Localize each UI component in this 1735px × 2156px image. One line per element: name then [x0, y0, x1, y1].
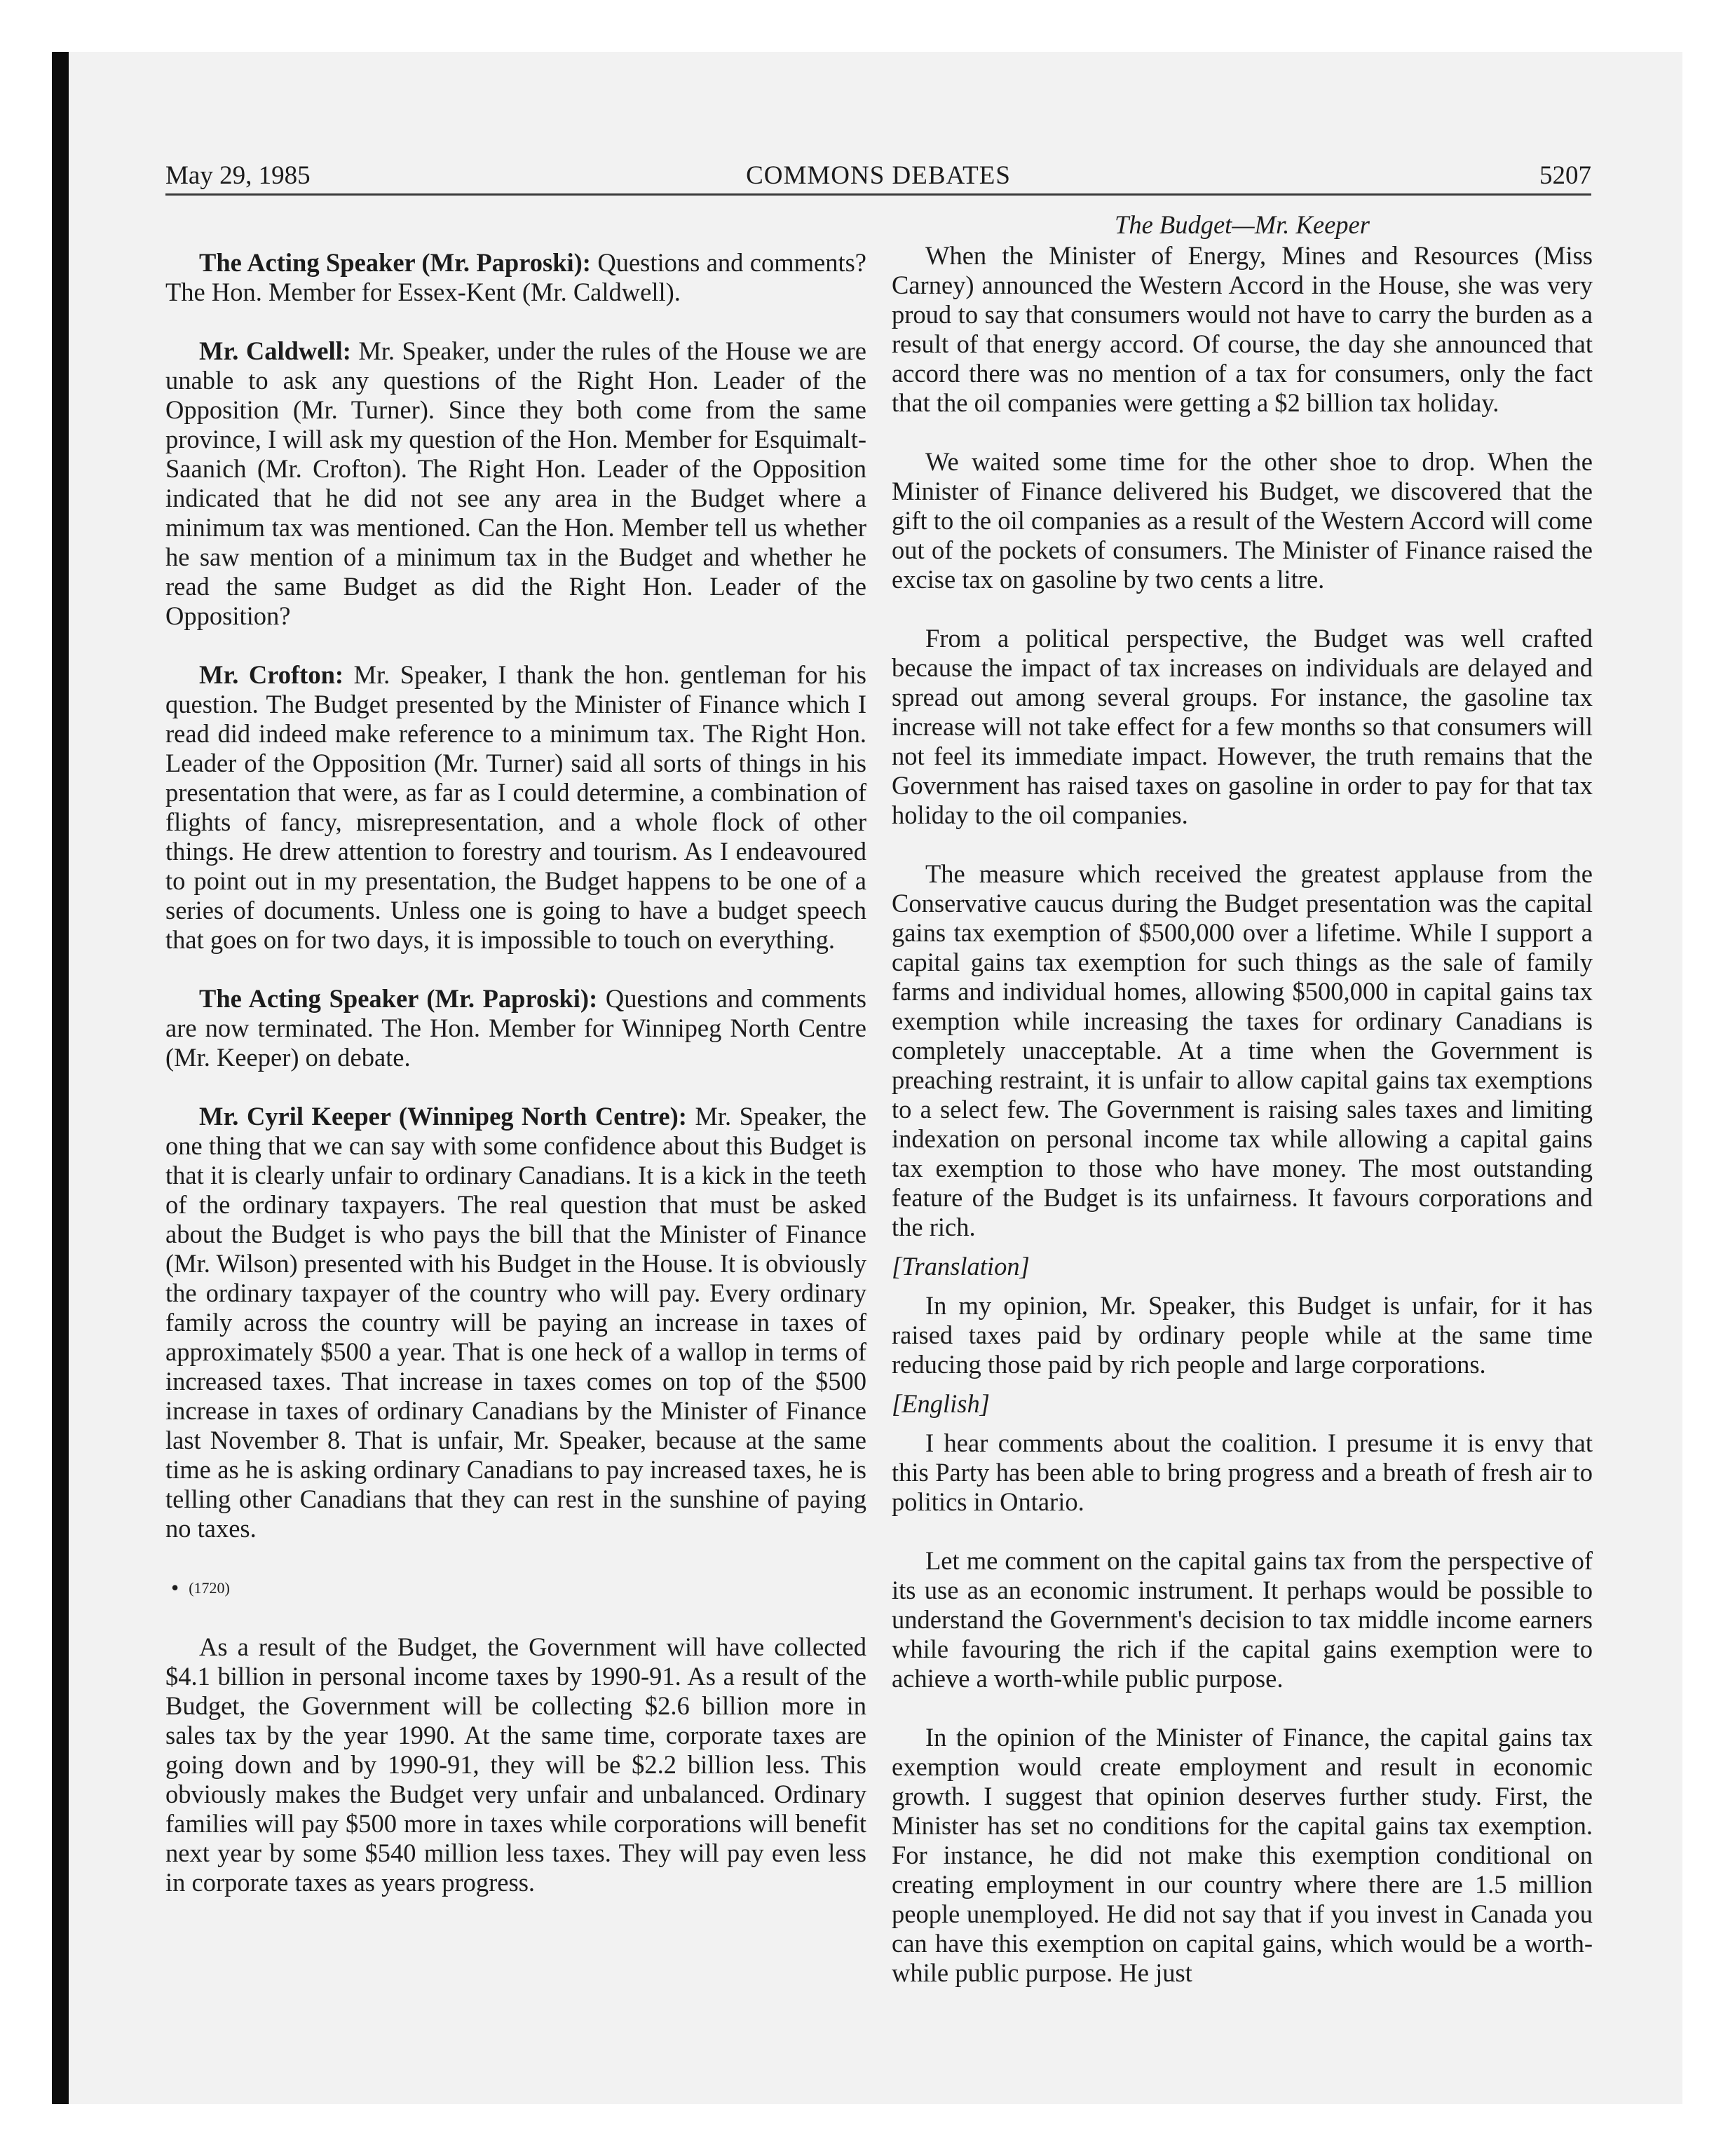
speech-paragraph: Let me comment on the capital gains tax from the perspective of its use as an economic instrument. It perhaps would be possible to understand the Government's decision to tax middle income earners while favouring the rich if the capital gains exemption were to achieve a worth-while public purpose. [892, 1546, 1593, 1693]
page-header [165, 158, 1591, 196]
speaker-name: Mr. Caldwell: [199, 336, 351, 365]
speech-text: Questions and comments are now terminated. The Hon. Member for Winnipeg North Centre (Mr. Keeper) on debate. [165, 984, 867, 1072]
speech-paragraph [165, 336, 866, 631]
speech-text: Questions and comments? The Hon. Member for Essex-Kent (Mr. Caldwell). [165, 248, 867, 306]
speaker-name: Mr. Cyril Keeper (Winnipeg North Centre): [199, 1102, 687, 1131]
speech-paragraph: In the opinion of the Minister of Finance, the capital gains tax exemption would create employment and result in economic growth. I suggest that opinion deserves further study. First, the Minister has set no conditions for the capital gains tax exemption. For instance, he did not make this exemption conditional on creating employment in our country where there are 1.5 million people unemployed. He did not say that if you invest in Canada you can have this exemption on capital gains, which would be a worth-while public purpose. He just [892, 1723, 1593, 1987]
speech-paragraph [165, 248, 866, 307]
time-marker [171, 1573, 866, 1603]
translation-marker: [Translation] [892, 1252, 1030, 1281]
speech-paragraph: From a political perspective, the Budget was well crafted because the impact of tax increases on individuals are delayed and spread out among several groups. For instance, the gasoline tax increase will not take effect for a few months so that consumers will not feel its immediate impact. However, the truth remains that the Government has raised taxes on gasoline in order to pay for that tax holiday to the oil companies. [892, 624, 1593, 829]
time-stamp: (1720) [189, 1579, 230, 1597]
speech-text: Mr. Speaker, under the rules of the House we are unable to ask any questions of the Right Hon. Leader of the Opposition (Mr. Turner). Since they both come from the same province, I will ask my question of the Hon. Member for Esquimalt-Saanich (Mr. Crofton). The Right Hon. Leader of the Opposition indicated that he did not see any area in the Budget where a minimum tax was mentioned. Can the Hon. Member tell us whether he saw mention of a minimum tax in the Budget and whether he read the same Budget as did the Right Hon. Leader of the Opposition? [165, 336, 866, 630]
bullet-icon: • [171, 1575, 179, 1600]
speech-paragraph: I hear comments about the coalition. I presume it is envy that this Party has been able to bring progress and a breath of fresh air to politics in Ontario. [892, 1428, 1593, 1516]
speech-text: Mr. Speaker, I thank the hon. gentleman for his question. The Budget presented by the Minister of Finance which I read did indeed make reference to a minimum tax. The Right Hon. Leader of the Opposition (Mr. Turner) said all sorts of things in his presentation that were, as far as I could determine, a combination of flights of fancy, misrepresentation, and a whole flock of other things. He drew attention to forestry and tourism. As I endeavoured to point out in my presentation, the Budget happens to be one of a series of documents. Unless one is going to have a budget speech that goes on for two days, it is impossible to touch on everything. [165, 660, 866, 954]
speaker-name: The Acting Speaker (Mr. Paproski): [199, 248, 591, 277]
header-title: COMMONS DEBATES [746, 161, 1011, 190]
speech-paragraph [165, 984, 866, 1072]
speech-paragraph: When the Minister of Energy, Mines and Resources (Miss Carney) announced the Western Accord in the House, she was very proud to say that consumers would not have to carry the burden as a result of that energy accord. Of course, the day she announced that accord there was no mention of a tax for consumers, only the fact that the oil companies were getting a $2 billion tax holiday. [892, 241, 1593, 417]
speech-paragraph [165, 660, 866, 955]
running-head: The Budget—Mr. Keeper [1115, 210, 1370, 239]
speech-text: Mr. Speaker, the one thing that we can say with some confidence about this Budget is that it is clearly unfair to ordinary Canadians. It is a kick in the teeth of the ordinary taxpayers. The real question that must be asked about the Budget is who pays the bill that the Minister of Finance (Mr. Wilson) presented with his Budget in the House. It is obviously the ordinary taxpayer of the country who will pay. Every ordinary family across the country will be paying an increase in taxes of approximately $500 a year. That is one heck of a wallop in terms of increased taxes. That increase in taxes comes on top of the $500 increase in taxes of ordinary Canadians by the Minister of Finance last November 8. That is unfair, Mr. Speaker, because at the same time as he is asking ordinary Canadians to pay increased taxes, he is telling other Canadians that they can rest in the sunshine of paying no taxes. [165, 1102, 867, 1543]
speech-paragraph: As a result of the Budget, the Government will have collected $4.1 billion in personal income taxes by 1990-91. As a result of the Budget, the Government will be collecting $2.6 billion more in sales tax by the year 1990. At the same time, corporate taxes are going down and by 1990-91, they will be $2.2 billion less. This obviously makes the Budget very unfair and unbalanced. Ordinary families will pay $500 more in taxes while corporations will benefit next year by some $540 million less taxes. They will pay even less in corporate taxes as years progress. [165, 1632, 866, 1897]
header-date: May 29, 1985 [165, 161, 311, 190]
binding-edge [52, 52, 69, 2104]
speech-paragraph [165, 1102, 866, 1543]
speaker-name: The Acting Speaker (Mr. Paproski): [199, 984, 598, 1013]
header-page-number: 5207 [1539, 161, 1591, 190]
speech-paragraph: The measure which received the greatest applause from the Conservative caucus during the Budget presentation was the capital gains tax exemption of $500,000 over a lifetime. While I support a capital gains tax exemption for such things as the sale of family farms and individual homes, allowing $500,000 in capital gains tax exemption while increasing the taxes for ordinary Canadians is completely unacceptable. At a time when the Government is preaching restraint, it is unfair to allow capital gains tax exemptions to a select few. The Government is raising sales taxes and limiting indexation on personal income tax while allowing a capital gains tax exemption to those who have money. The most outstanding feature of the Budget is its unfairness. It favours corporations and the rich. [892, 859, 1593, 1241]
speech-paragraph: We waited some time for the other shoe to drop. When the Minister of Finance delivered his Budget, we discovered that the gift to the oil companies as a result of the Western Accord will come out of the pockets of consumers. The Minister of Finance raised the excise tax on gasoline by two cents a litre. [892, 447, 1593, 594]
speaker-name: Mr. Crofton: [199, 660, 344, 689]
english-marker: [English] [892, 1389, 990, 1418]
left-column [165, 210, 866, 1927]
speech-paragraph: In my opinion, Mr. Speaker, this Budget is unfair, for it has raised taxes paid by ordinary people while at the same time reducing those paid by rich people and large corporations. [892, 1291, 1593, 1379]
right-column [892, 210, 1593, 2017]
